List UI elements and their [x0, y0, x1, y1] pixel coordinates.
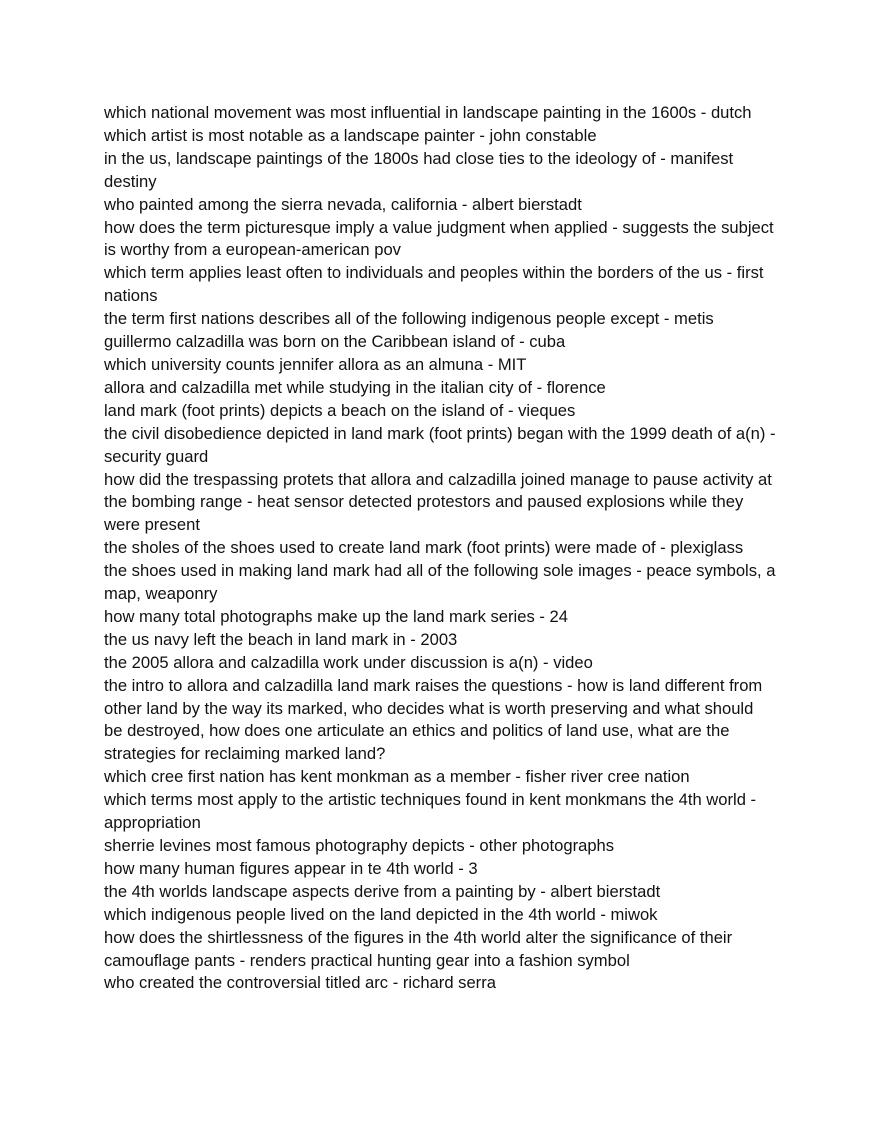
text-line: which cree first nation has kent monkman as a member - fisher river cree nation: [104, 767, 690, 787]
text-line: in the us, landscape paintings of the 1800s had close ties to the ideology of - manifest destiny: [104, 148, 734, 191]
text-line: who painted among the sierra nevada, california - albert bierstadt: [104, 194, 582, 214]
text-line: who created the controversial titled arc - richard serra: [104, 973, 496, 993]
text-line: which indigenous people lived on the land depicted in the 4th world - miwok: [104, 904, 658, 924]
text-line: which national movement was most influential in landscape painting in the 1600s - dutch: [104, 103, 752, 122]
text-line: how did the trespassing protets that allora and calzadilla joined manage to pause activity at the bombing range - heat sensor detected protestors and paused explosions while they were present: [104, 469, 772, 535]
text-line: the us navy left the beach in land mark in - 2003: [104, 629, 458, 649]
text-line: how does the shirtlessness of the figures in the 4th world alter the significance of their camouflage pants - renders practical hunting gear into a fashion symbol: [104, 927, 733, 970]
text-line: which artist is most notable as a landscape painter - john constable: [104, 125, 597, 145]
text-line: land mark (foot prints) depicts a beach on the island of - vieques: [104, 400, 576, 420]
text-line: which university counts jennifer allora as an almuna - MIT: [104, 354, 527, 374]
text-line: the 2005 allora and calzadilla work under discussion is a(n) - video: [104, 652, 593, 672]
text-line: how many human figures appear in te 4th world - 3: [104, 858, 478, 878]
text-line: the intro to allora and calzadilla land mark raises the questions - how is land different from other land by the way its marked, who decides what is worth preserving and what should be destroyed, how does one articulate an ethics and politics of land use, what are the strategies for reclaiming marked land?: [104, 675, 763, 764]
text-line: the sholes of the shoes used to create land mark (foot prints) were made of - plexiglass: [104, 538, 744, 558]
document-body: [104, 102, 776, 995]
text-line: the term first nations describes all of the following indigenous people except - metis: [104, 309, 714, 329]
text-line: which terms most apply to the artistic techniques found in kent monkmans the 4th world - appropriation: [104, 790, 757, 833]
text-line: the shoes used in making land mark had all of the following sole images - peace symbols, a map, weaponry: [104, 561, 776, 604]
text-line: guillermo calzadilla was born on the Caribbean island of - cuba: [104, 332, 566, 352]
text-line: allora and calzadilla met while studying in the italian city of - florence: [104, 377, 606, 397]
text-line: how many total photographs make up the land mark series - 24: [104, 606, 568, 626]
text-line: which term applies least often to individuals and peoples within the borders of the us - first nations: [104, 263, 764, 306]
text-line: sherrie levines most famous photography depicts - other photographs: [104, 836, 615, 855]
text-line: the civil disobedience depicted in land mark (foot prints) began with the 1999 death of a(n) - security guard: [104, 423, 776, 466]
text-line: the 4th worlds landscape aspects derive from a painting by - albert bierstadt: [104, 881, 661, 901]
text-line: how does the term picturesque imply a value judgment when applied - suggests the subject is worthy from a european-american pov: [104, 217, 774, 260]
